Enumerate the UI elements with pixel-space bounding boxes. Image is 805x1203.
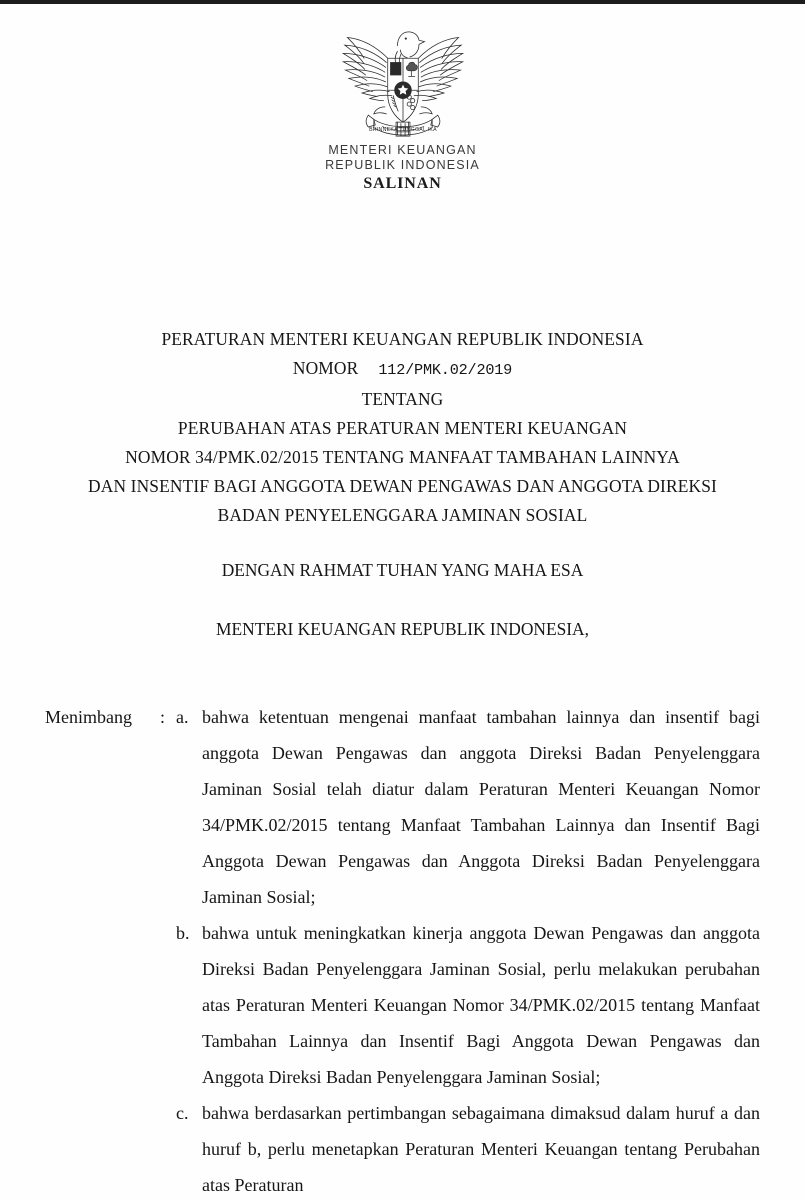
list-item [176,915,760,1095]
considerations-section [45,699,760,1203]
list-item [176,1095,760,1203]
garuda-pancasila-emblem [333,18,473,143]
list-item-marker-a: a. [176,707,189,727]
list-item-text-a: bahwa ketentuan mengenai manfaat tambahan lainnya dan insentif bagi anggota Dewan Pengawas dan anggota Direksi Badan Penyelenggara Jaminan Sosial telah diatur dalam Peraturan Menteri Keuangan Nomor 34/PMK.02/2015 tentang Manfaat Tambahan Lainnya dan Insentif Bagi Anggota Dewan Pengawas dan Anggota Direksi Badan Penyelenggara Jaminan Sosial; [202,707,760,907]
letterhead [0,18,805,193]
regulation-number-line [40,354,765,385]
letterhead-line-country: REPUBLIK INDONESIA [325,158,480,172]
subject-line-1: PERUBAHAN ATAS PERATURAN MENTERI KEUANGAN [177,418,628,438]
list-item-text-b: bahwa untuk meningkatkan kinerja anggota Dewan Pengawas dan anggota Direksi Badan Penyelenggara Jaminan Sosial, perlu melakukan perubahan atas Peraturan Menteri Keuangan Nomor 34/PMK.02/2015 tentang Manfaat Tambahan Lainnya dan Insentif Bagi Anggota Dewan Pengawas dan Anggota Direksi Badan Penyelenggara Jaminan Sosial; [202,923,760,1087]
list-item-marker-b: b. [176,923,190,943]
letterhead-line-ministry: MENTERI KEUANGAN [328,143,477,157]
subject-line-4: BADAN PENYELENGGARA JAMINAN SOSIAL [217,505,588,525]
regulation-number-value: 112/PMK.02/2019 [378,361,513,379]
list-item-text-c: bahwa berdasarkan pertimbangan sebagaimana dimaksud dalam huruf a dan huruf b, perlu menetapkan Peraturan Menteri Keuangan tentang Perubahan atas Peraturan [202,1103,760,1195]
copy-mark-salinan: SALINAN [363,175,442,192]
subject-line-2: NOMOR 34/PMK.02/2015 TENTANG MANFAAT TAMBAHAN LAINNYA [125,447,680,467]
blessing-line: DENGAN RAHMAT TUHAN YANG MAHA ESA [221,560,584,580]
considerations-label: Menimbang [45,707,132,727]
subject-line-3: DAN INSENTIF BAGI ANGGOTA DEWAN PENGAWAS DAN ANGGOTA DIREKSI [88,476,717,496]
tentang-label: TENTANG [361,389,444,409]
authority-line: MENTERI KEUANGAN REPUBLIK INDONESIA, [216,619,589,639]
considerations-colon: : [160,707,166,727]
scan-top-edge-strip [0,0,805,4]
regulation-title-block [40,325,765,530]
list-item-marker-c: c. [176,1103,189,1123]
svg-text:BHINNEKA TUNGGAL IKA: BHINNEKA TUNGGAL IKA [368,127,437,134]
regulation-heading: PERATURAN MENTERI KEUANGAN REPUBLIK INDONESIA [161,329,644,349]
regulation-number-label: NOMOR [292,358,359,378]
list-item [176,699,760,915]
considerations-list [176,699,760,1203]
considerations-row [45,699,760,1203]
